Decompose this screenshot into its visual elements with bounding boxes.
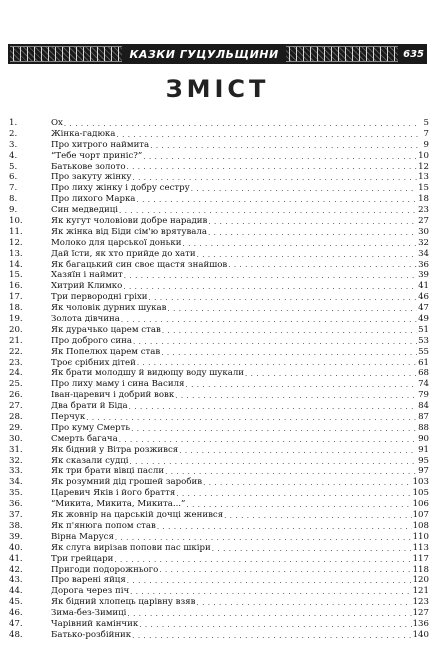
dot-leader [119,207,417,216]
toc-entry-title: Про хитрого наймита [51,139,150,150]
toc-entry-title: Як Попелюх царем став [51,346,161,357]
toc-entry-page: 97 [418,466,429,477]
toc-entry-title: Хитрий Климко [51,281,123,292]
toc-entry [9,445,429,456]
dot-leader [224,512,411,521]
toc-entry-number: 14. [9,259,23,270]
toc-entry-page: 39 [418,270,429,281]
toc-entry [9,423,429,434]
toc-entry [9,532,429,543]
toc-entry-page: 106 [412,499,429,510]
toc-entry [9,510,429,521]
toc-entry [9,379,429,390]
toc-entry-number: 7. [9,183,18,194]
dot-leader [182,240,417,249]
dot-leader [129,403,417,412]
dot-leader [179,447,417,456]
toc-entry-number: 28. [9,412,23,423]
toc-entry [9,434,429,445]
ornament-right [286,46,398,62]
toc-entry-page: 103 [412,477,429,488]
dot-leader [167,305,417,314]
toc-entry [9,488,429,499]
toc-entry-page: 123 [412,597,429,608]
toc-entry-page: 113 [412,542,429,553]
toc-entry-title: Смерть багача [51,433,118,444]
toc-entry-page: 53 [418,335,429,346]
toc-entry-title: “Тебе чорт приніс?” [51,150,143,161]
toc-entry [9,336,429,347]
toc-entry-title: Про куму Смерть [51,422,131,433]
dot-leader [86,414,417,423]
toc-entry-number: 31. [9,444,23,455]
dot-leader [121,316,417,325]
toc-entry-number: 32. [9,455,23,466]
toc-entry-number: 36. [9,499,23,510]
toc-entry [9,151,429,162]
toc-entry-page: 84 [418,401,429,412]
toc-entry-number: 1. [9,117,18,128]
toc-entry-page: 79 [418,390,429,401]
toc-entry-title: Чарівний камінчик [51,618,139,629]
toc-entry-title: Дай їсти, як хто прийде до хати [51,248,196,259]
dot-leader [208,229,417,238]
toc-entry-page: 13 [418,172,429,183]
toc-entry-title: Як п'янюга попом став [51,520,156,531]
dot-leader [197,251,418,260]
toc-entry [9,183,429,194]
toc-entry-number: 20. [9,324,23,335]
toc-entry-title: Троє срібних дітей [51,357,136,368]
toc-entry-page: 140 [412,629,429,640]
toc-entry [9,368,429,379]
toc-entry [9,412,429,423]
toc-entry-number: 43. [9,575,23,586]
toc-entry-title: Жінка-гадюка [51,128,116,139]
toc-entry [9,499,429,510]
toc-entry-title: Як багацький син своє щастя знайшов [51,259,228,270]
toc-entry-page: 108 [412,520,429,531]
toc-entry [9,608,429,619]
toc-entry-title: Іван-царевич і добрий вовк [51,390,175,401]
toc-entry-number: 47. [9,618,23,629]
toc-entry [9,467,429,478]
toc-entry [9,129,429,140]
toc-entry-number: 26. [9,390,23,401]
toc-entry-title: Перчук [51,412,86,423]
toc-entry-number: 30. [9,433,23,444]
toc-entry-title: Про варені яйця [51,575,126,586]
toc-entry-number: 48. [9,629,23,640]
dot-leader [191,185,417,194]
toc-entry-number: 45. [9,597,23,608]
toc-entry [9,281,429,292]
dot-leader [136,196,417,205]
dot-leader [212,545,412,554]
dot-leader [127,610,411,619]
dot-leader [133,174,418,183]
toc-entry-title: Про лихого Марка [51,194,136,205]
toc-entry [9,347,429,358]
toc-entry-page: 32 [418,237,429,248]
toc-entry [9,205,429,216]
toc-entry-number: 27. [9,401,23,412]
toc-entry [9,227,429,238]
toc-entry-page: 120 [412,575,429,586]
toc-entry [9,521,429,532]
toc-entry-number: 34. [9,477,23,488]
toc-entry [9,543,429,554]
dot-leader [228,261,417,270]
toc-entry [9,140,429,151]
page-number: 635 [403,48,424,60]
toc-entry-page: 55 [418,346,429,357]
page-title: ЗМІСТ [165,75,270,103]
toc-entry [9,292,429,303]
toc-entry-number: 42. [9,564,23,575]
running-header-title: КАЗКИ ГУЦУЛЬЩИНИ [129,47,279,61]
toc-entry-number: 12. [9,237,23,248]
toc-entry-title: Як жінка від Біди сім'ю врятувала [51,226,208,237]
running-header [8,44,427,64]
toc-entry-title: Про доброго сина [51,335,133,346]
toc-entry [9,216,429,227]
toc-entry-page: 51 [418,324,429,335]
toc-entry-number: 38. [9,520,23,531]
toc-entry-number: 33. [9,466,23,477]
dot-leader [123,283,417,292]
toc-entry-page: 15 [418,183,429,194]
dot-leader [162,327,417,336]
dot-leader [127,577,412,586]
dot-leader [127,163,418,172]
toc-entry [9,575,429,586]
toc-entry-title: Батькове золото [51,161,126,172]
toc-entry-page: 36 [418,259,429,270]
toc-entry-page: 30 [418,226,429,237]
toc-entry [9,162,429,173]
toc-entry-title: Про лиху жінку і добру сестру [51,183,190,194]
toc-entry-number: 19. [9,314,23,325]
toc-entry-page: 121 [412,586,429,597]
dot-leader [132,632,411,641]
dot-leader [133,338,417,347]
dot-leader [119,436,417,445]
toc-entry-page: 127 [412,608,429,619]
toc-entry-page: 95 [418,455,429,466]
dot-leader [159,566,411,575]
toc-entry-title: “Микита, Микита, Микита...” [51,499,186,510]
dot-leader [185,381,417,390]
toc-entry-title: Як кугут чоловіови добре нарадив [51,216,208,226]
toc-entry-page: 27 [418,216,429,226]
toc-entry [9,238,429,249]
toc-entry-page: 46 [418,292,429,303]
toc-entry-number: 10. [9,216,23,226]
toc-entry-number: 22. [9,346,23,357]
toc-entry [9,554,429,565]
dot-leader [175,392,417,401]
toc-entry-number: 15. [9,270,23,281]
toc-entry-number: 4. [9,150,18,161]
toc-entry-title: Як три брати вівці пасли [51,466,165,477]
toc-entry-title: Як чоловік дурних шукав [51,303,167,314]
dot-leader [176,490,411,499]
toc-entry-number: 5. [9,161,18,172]
toc-entry-title: Ох [51,117,63,128]
toc-entry-number: 17. [9,292,23,303]
toc-entry [9,477,429,488]
toc-entry-page: 90 [418,433,429,444]
toc-entry-title: Батько-розбійник [51,629,132,640]
dot-leader [131,425,417,434]
toc-entry [9,118,429,129]
toc-entry-number: 25. [9,379,23,390]
toc-entry [9,565,429,576]
toc-entry-page: 88 [418,422,429,433]
toc-entry-title: Як бідний у Вітра розжився [51,444,179,455]
toc-entry-title: Дорога через піч [51,586,130,597]
toc-entry [9,390,429,401]
dot-leader [115,534,412,543]
toc-entry-title: Зима-без-Зимиці [51,608,127,619]
toc-entry [9,249,429,260]
toc-entry [9,619,429,630]
toc-entry-title: Син медведиці [51,205,119,216]
toc-entry-number: 21. [9,335,23,346]
toc-entry-page: 110 [412,531,429,542]
toc-entry-page: 117 [412,553,429,564]
toc-entry-number: 23. [9,357,23,368]
toc-entry-page: 23 [418,205,429,216]
toc-entry-page: 34 [418,248,429,259]
toc-entry-page: 74 [418,379,429,390]
toc-entry-number: 3. [9,139,18,150]
toc-entry-number: 37. [9,510,23,521]
toc-entry-title: Золота дівчина [51,314,120,325]
toc-entry-number: 18. [9,303,23,314]
toc-entry-title: Як брати молодшу й видющу воду шукали [51,368,245,379]
toc-entry-number: 40. [9,542,23,553]
toc-entry [9,401,429,412]
dot-leader [114,556,411,565]
toc-entry-title: Як жовнір на царській дочці женився [51,510,224,521]
toc-entry-number: 6. [9,172,18,183]
toc-entry-number: 39. [9,531,23,542]
toc-entry-number: 35. [9,488,23,499]
dot-leader [124,272,417,281]
toc-entry-title: Про закуту жінку [51,172,132,183]
toc-entry-page: 5 [423,117,429,128]
toc-entry-title: Молоко для царської доньки [51,237,182,248]
dot-leader [165,468,417,477]
toc-entry-page: 9 [423,139,429,150]
toc-entry-number: 41. [9,553,23,564]
toc-entry-page: 68 [418,368,429,379]
toc-entry-title: Три первородні гріхи [51,292,148,303]
toc-entry-title: Пригоди подорожнього [51,564,159,575]
toc-entry [9,456,429,467]
toc-entry-page: 18 [418,194,429,205]
toc-entry-title: Про лиху маму і сина Василя [51,379,185,390]
toc-entry-page: 7 [423,128,429,139]
toc-entry [9,586,429,597]
toc-entry-page: 105 [412,488,429,499]
dot-leader [150,142,418,151]
toc-entry [9,314,429,325]
dot-leader [64,120,418,129]
dot-leader [130,588,411,597]
toc-entry-number: 8. [9,194,18,205]
dot-leader [130,458,418,467]
dot-leader [161,349,417,358]
ornament-left [10,46,122,62]
toc-entry-page: 87 [418,412,429,423]
toc-entry-number: 13. [9,248,23,259]
dot-leader [196,599,411,608]
dot-leader [139,621,411,630]
toc-entry [9,172,429,183]
dot-leader [186,501,411,510]
toc-entry-number: 11. [9,226,23,237]
toc-entry-page: 10 [418,150,429,161]
dot-leader [116,131,418,140]
toc-entry [9,260,429,271]
toc-entry [9,325,429,336]
dot-leader [245,370,417,379]
toc-entry [9,358,429,369]
toc-entry-page: 12 [418,161,429,172]
toc-entry-page: 41 [418,281,429,292]
toc-entry [9,597,429,608]
toc-entry [9,270,429,281]
toc-entry-number: 2. [9,128,18,139]
toc-entry-page: 49 [418,314,429,325]
toc-entry-page: 91 [418,444,429,455]
toc-entry-number: 29. [9,422,23,433]
toc-entry [9,303,429,314]
toc-entry-page: 107 [412,510,429,521]
toc-entry-title: Два брати й Біда [51,401,128,412]
toc-entry-title: Як слуга вирізав попови пас шкіри [51,542,211,553]
toc-entry-number: 9. [9,205,18,216]
toc-entry-number: 24. [9,368,23,379]
toc-entry-page: 118 [412,564,429,575]
toc-entry-number: 16. [9,281,23,292]
toc-entry-title: Царевич Яків і його браття [51,488,176,499]
toc-entry [9,194,429,205]
toc-entry-title: Як бідний хлопець царівну взяв [51,597,196,608]
dot-leader [149,294,418,303]
toc-entry-page: 136 [412,618,429,629]
toc-entry-number: 44. [9,586,23,597]
dot-leader [143,153,417,162]
toc-entry-title: Як дурачько царем став [51,324,161,335]
dot-leader [208,218,417,227]
toc-entry [9,630,429,641]
table-of-contents [9,118,429,641]
toc-entry-title: Як сказали судці [51,455,129,466]
toc-entry-title: Як розумний дід грошей заробив [51,477,203,488]
toc-entry-title: Вірна Маруся [51,531,114,542]
toc-entry-page: 47 [418,303,429,314]
dot-leader [157,523,412,532]
toc-entry-page: 61 [418,357,429,368]
dot-leader [203,479,412,488]
toc-entry-number: 46. [9,608,23,619]
toc-entry-title: Три грейцари [51,553,114,564]
toc-entry-title: Хазяїн і наймит [51,270,123,281]
